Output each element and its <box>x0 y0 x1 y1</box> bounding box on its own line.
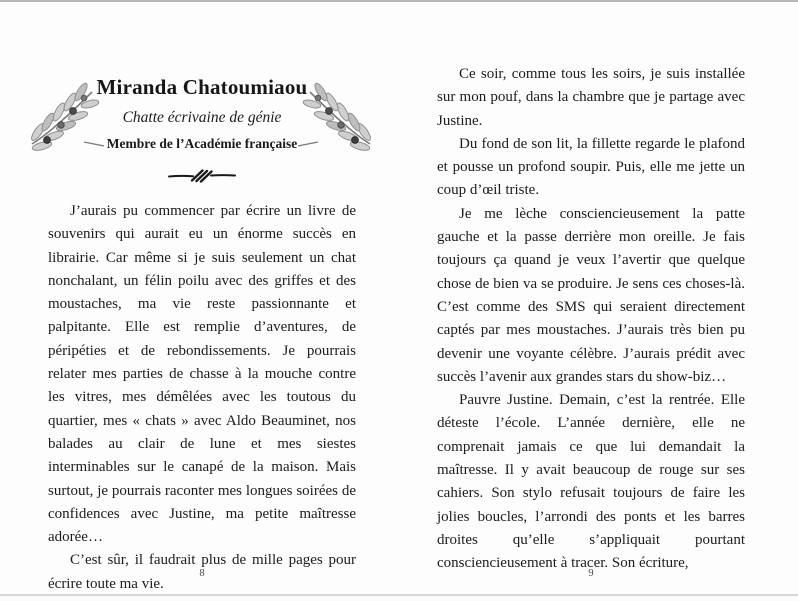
paragraph: J’aurais pu commencer par écrire un livre de souvenirs qui aurait eu un énorme succès en librairie. Car même si je suis seulement un chat nonchalant, un félin poilu avec des griffes et des moustaches, ma vie reste passionnante et palpitante. Elle est remplie d’aventures, de péripéties et de rebondissements. Je pourrais relater mes parties de chasse à la mouche contre les vitres, mes démêlées avec les toutous du quartier, mes « chats » avec Aldo Beauminet, nos balades au clair de lune et mes siestes interminables sur le canapé de la maison. Mais surtout, je pourrais raconter mes longues soirées de confidences avec Justine, ma petite maîtresse adorée… <box>48 203 356 546</box>
paragraph: Je me lèche consciencieusement la patte gauche et la passe derrière mon oreille. Je fais toujours ça quand je veux l’avertir que quelque chose de bien va se produire. Je sens ces choses-là. C’est comme des SMS qui seraient directement captés par mes moustaches. J’aurais très bien pu devenir une voyante célèbre. J’aurais prédit avec succès l’avenir aux grandes stars du show-biz… <box>437 205 745 385</box>
right-page-number: 9 <box>588 568 594 579</box>
paragraph: Ce soir, comme tous les soirs, je suis installée sur mon pouf, dans la chambre que je partage avec Justine. <box>437 66 745 129</box>
author-subtitle: Chatte écrivaine de génie <box>122 109 282 126</box>
section-divider <box>48 168 356 188</box>
rope-knot-divider-icon <box>167 168 237 183</box>
paragraph: Pauvre Justine. Demain, c’est la rentrée. Elle déteste l’école. L’année dernière, elle ne comprenait jamais ce que lui demandait la maîtresse. Il y avait beaucoup de rouge sur ses cahiers. Son stylo refusait toujours de faire les jolies boucles, l’arrondi des ponts et les barres droites qu’elle s’appliquait pourtant consciencieusement à tracer. Son écriture, <box>437 392 745 572</box>
left-page-text <box>48 200 356 596</box>
left-page-number: 8 <box>199 568 205 579</box>
author-affiliation: Membre de l’Académie française <box>106 136 298 151</box>
paragraph: C’est sûr, il faudrait plus de mille pages pour écrire toute ma vie. <box>48 552 356 592</box>
below-edge-area <box>0 596 798 601</box>
top-edge-line <box>0 0 798 2</box>
author-name-title: Miranda Chatoumiaou <box>96 75 308 99</box>
right-page-text <box>437 63 745 576</box>
paragraph: Du fond de son lit, la fillette regarde le plafond et pousse un profond soupir. Puis, elle me jette un coup d’œil triste. <box>437 135 745 199</box>
